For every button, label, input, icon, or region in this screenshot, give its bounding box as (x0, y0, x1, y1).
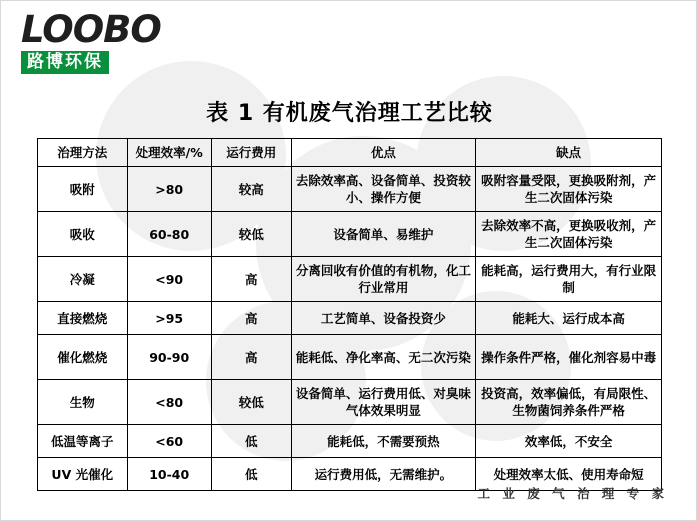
cell-efficiency: 90-90 (127, 335, 211, 380)
cell-cost: 较高 (211, 167, 291, 212)
comparison-table (37, 138, 662, 491)
cell-pros: 能耗低，不需要预热 (291, 425, 476, 458)
cell-pros: 分离回收有价值的有机物，化工行业常用 (291, 257, 476, 302)
table-header-row (38, 139, 662, 167)
column-header-efficiency: 处理效率/% (127, 139, 211, 167)
cell-cons: 操作条件严格，催化剂容易中毒 (476, 335, 662, 380)
table-row (38, 380, 662, 425)
cell-efficiency: >95 (127, 302, 211, 335)
company-logo (21, 8, 161, 74)
cell-cons: 去除效率不高，更换吸收剂，产生二次固体污染 (476, 212, 662, 257)
table-row (38, 335, 662, 380)
table-row (38, 425, 662, 458)
cell-cost: 高 (211, 257, 291, 302)
cell-pros: 运行费用低，无需维护。 (291, 458, 476, 491)
cell-efficiency: <90 (127, 257, 211, 302)
cell-pros: 设备简单、易维护 (291, 212, 476, 257)
cell-method: UV 光催化 (38, 458, 128, 491)
cell-cons: 投资高，效率偏低，有局限性、生物菌饲养条件严格 (476, 380, 662, 425)
cell-method: 吸收 (38, 212, 128, 257)
cell-efficiency: <80 (127, 380, 211, 425)
logo-wordmark: LOOBO (21, 8, 161, 51)
cell-method: 催化燃烧 (38, 335, 128, 380)
cell-efficiency: 60-80 (127, 212, 211, 257)
column-header-pros: 优点 (291, 139, 476, 167)
column-header-method: 治理方法 (38, 139, 128, 167)
cell-cons: 效率低，不安全 (476, 425, 662, 458)
cell-pros: 设备简单、运行费用低、对臭味气体效果明显 (291, 380, 476, 425)
cell-efficiency: <60 (127, 425, 211, 458)
cell-method: 低温等离子 (38, 425, 128, 458)
cell-cons: 能耗高，运行费用大，有行业限制 (476, 257, 662, 302)
table-row (38, 212, 662, 257)
cell-cost: 高 (211, 302, 291, 335)
cell-cons: 处理效率太低、使用寿命短 (476, 458, 662, 491)
slide-footer: 工 业 废 气 治 理 专 家 (477, 486, 668, 501)
cell-method: 直接燃烧 (38, 302, 128, 335)
table-row (38, 167, 662, 212)
cell-cost: 较低 (211, 212, 291, 257)
cell-method: 冷凝 (38, 257, 128, 302)
cell-pros: 能耗低、净化率高、无二次污染 (291, 335, 476, 380)
cell-pros: 工艺简单、设备投资少 (291, 302, 476, 335)
cell-cost: 高 (211, 335, 291, 380)
logo-subtitle: 路博环保 (21, 51, 109, 74)
cell-efficiency: 10-40 (127, 458, 211, 491)
column-header-cons: 缺点 (476, 139, 662, 167)
cell-cons: 能耗大、运行成本高 (476, 302, 662, 335)
page-title: 表 1 有机废气治理工艺比较 (206, 101, 493, 126)
cell-cost: 低 (211, 458, 291, 491)
cell-cons: 吸附容量受限，更换吸附剂，产生二次固体污染 (476, 167, 662, 212)
cell-pros: 去除效率高、设备简单、投资较小、操作方便 (291, 167, 476, 212)
table-row (38, 302, 662, 335)
table-row (38, 257, 662, 302)
cell-cost: 低 (211, 425, 291, 458)
cell-cost: 较低 (211, 380, 291, 425)
column-header-cost: 运行费用 (211, 139, 291, 167)
comparison-table-container (37, 138, 662, 491)
cell-method: 生物 (38, 380, 128, 425)
cell-efficiency: >80 (127, 167, 211, 212)
cell-method: 吸附 (38, 167, 128, 212)
